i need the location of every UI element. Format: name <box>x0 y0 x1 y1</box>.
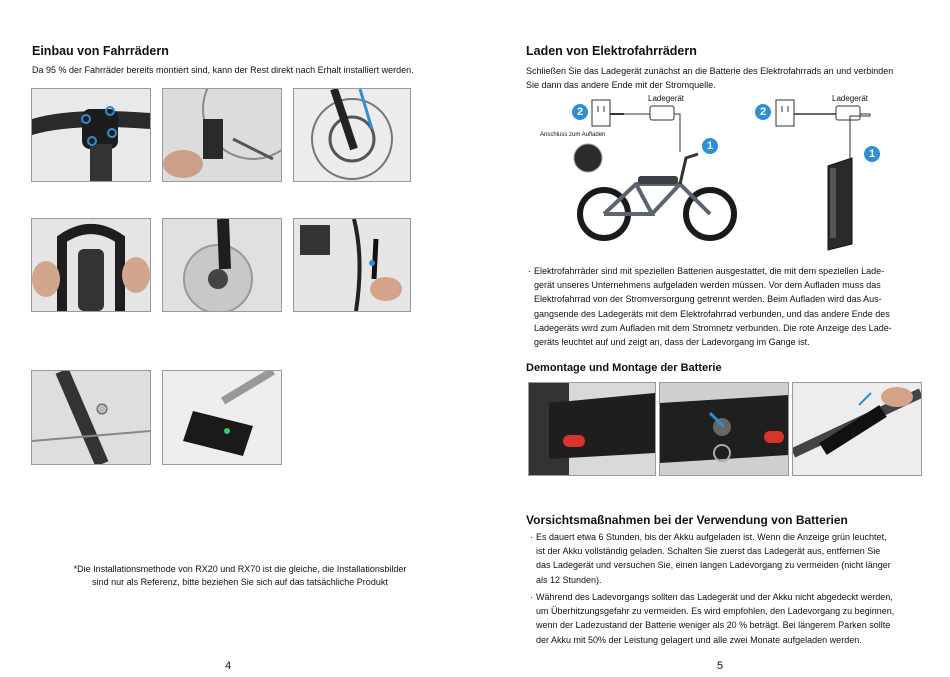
left-page-title: Einbau von Fahrrädern <box>32 44 169 58</box>
photo-battery-key <box>659 382 789 476</box>
note-line-2: sind nur als Referenz, bitte beziehen Sie sich auf das tatsächliche Produkt <box>92 577 388 588</box>
precaution-line: um Überhitzungsgefahr zu vermeiden. Es wird empfohlen, den Ladevorgang zu beginnen, <box>536 606 895 617</box>
photo-front-wheel-mount <box>162 88 282 182</box>
precaution-line: Es dauert etwa 6 Stunden, bis der Akku aufgeladen ist. Wenn die Anzeige grün leuchtet, <box>536 532 887 542</box>
paragraph-line: Ladegeräts wird zum Aufladen mit dem Stromnetz verbunden. Die rote Anzeige des Lade- <box>534 322 892 333</box>
paragraph-line: gangsende des Ladegeräts mit dem Elektrofahrrad verbunden, und das andere Ende des <box>534 308 890 319</box>
paragraph-line: Elektrofahrrad von der Stromversorgung getrennt werden. Beim Aufladen wird das Aus- <box>534 294 882 305</box>
precaution-line: ist der Akku vollständig geladen. Schalten Sie zuerst das Ladegerät aus, entfernen Sie <box>536 546 881 557</box>
photo-fork-tire <box>31 218 151 312</box>
photo-cable-connector <box>293 218 411 312</box>
paragraph-line: gerät unseres Unternehmens aufgeladen werden müssen. Vor dem Aufladen muss das <box>534 280 881 291</box>
bullet-dot: · <box>530 592 533 602</box>
precaution-line: der Akku mit 50% der Leistung gelagert und alle zwei Monate aufgeladen werden. <box>536 634 862 645</box>
battery-section-title: Demontage und Montage der Batterie <box>526 362 722 374</box>
left-page-number: 4 <box>225 660 232 672</box>
step-2-badge-right: 2 <box>755 104 771 120</box>
charger-label-right: Ladegerät <box>832 94 869 103</box>
photo-axle-nut <box>162 218 282 312</box>
precaution-line: Während des Ladevorgangs sollten das Ladegerät und der Akku nicht abgedeckt werden, <box>536 592 893 602</box>
step-1-badge-right: 1 <box>864 146 880 162</box>
charger-label-left: Ladegerät <box>648 94 685 103</box>
charging-diagram-art <box>540 92 920 252</box>
bullet-dot: · <box>528 266 531 276</box>
precautions-title: Vorsichtsmaßnahmen bei der Verwendung von Batterien <box>526 513 848 527</box>
precaution-item-1 <box>536 530 922 587</box>
intro-line-2: Sie dann das andere Ende mit der Stromquelle. <box>526 80 716 91</box>
right-page-intro <box>526 64 893 92</box>
left-page-note <box>38 562 442 589</box>
precaution-item-2 <box>536 590 922 647</box>
precaution-line: wenn der Ladezustand der Batterie weniger als 20 % beträgt. Bei längerem Parken sollte <box>536 620 891 631</box>
precaution-line: als 12 Stunden). <box>536 574 602 585</box>
right-page-number: 5 <box>717 660 724 672</box>
precaution-line: das Ladegerät und versuchen Sie, einen langen Ladevorgang zu vermeiden (nicht länger <box>536 560 891 571</box>
intro-line-1: Schließen Sie das Ladegerät zunächst an die Batterie des Elektrofahrrads an und verbinden <box>526 66 894 76</box>
step-2-badge-left: 2 <box>572 104 588 120</box>
photo-battery-lock <box>528 382 656 476</box>
paragraph-line: Elektrofahrräder sind mit speziellen Batterien ausgestattet, die mit dem speziellen Lade- <box>534 266 885 276</box>
step-1-badge-left: 1 <box>702 138 718 154</box>
charging-paragraph <box>534 264 920 349</box>
note-line-1: *Die Installationsmethode von RX20 und RX70 ist die gleiche, die Installationsbilder <box>73 564 407 574</box>
right-page-title: Laden von Elektrofahrrädern <box>526 44 697 58</box>
charging-port-label: Anschluss zum Aufladen <box>540 132 606 138</box>
left-page-intro: Da 95 % der Fahrräder bereits montiert sind, kann der Rest direkt nach Erhalt installiert werden. <box>32 65 414 75</box>
bullet-dot: · <box>530 532 533 542</box>
photo-battery-insert <box>792 382 922 476</box>
photo-disc-brake <box>293 88 411 182</box>
photo-handlebar-stem <box>31 88 151 182</box>
photo-pedal <box>162 370 282 465</box>
paragraph-line: geräts leuchtet auf und zeigt an, dass der Ladevorgang im Gange ist. <box>534 337 810 348</box>
charging-diagram <box>540 92 920 252</box>
photo-fender-bolt <box>31 370 151 465</box>
